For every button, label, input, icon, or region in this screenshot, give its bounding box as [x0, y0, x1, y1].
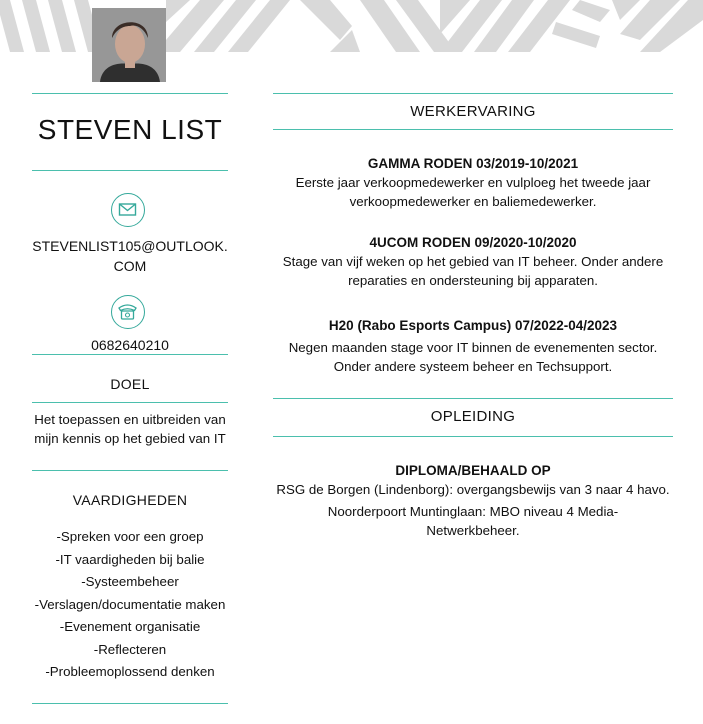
phone-number[interactable]: 0682640210	[91, 337, 169, 353]
skill-item: -Probleemoplossend denken	[45, 664, 215, 679]
email-address[interactable]	[28, 236, 232, 276]
divider	[273, 436, 673, 437]
divider	[32, 170, 228, 171]
divider	[32, 402, 228, 403]
skill-item: -IT vaardigheden bij balie	[55, 551, 205, 567]
job-description-line: reparaties en ondersteuning bij apparaten.	[348, 273, 598, 288]
doel-text	[28, 411, 232, 448]
education-line: Noorderpoort Muntinglaan: MBO niveau 4 Media-	[327, 504, 619, 519]
job-title: 4UCOM RODEN 09/2020-10/2020	[369, 235, 577, 250]
skill-item: -Spreken voor een groep	[56, 529, 204, 544]
job-entry	[273, 233, 673, 290]
envelope-icon	[111, 193, 145, 227]
skill-item: -Reflecteren	[93, 641, 167, 657]
divider	[32, 703, 228, 704]
person-name: STEVEN LIST	[37, 114, 223, 145]
education-title: DIPLOMA/BEHAALD OP	[395, 463, 551, 478]
job-description-line: Eerste jaar verkoopmedewerker en vulploeg het tweede jaar	[295, 175, 651, 190]
divider	[32, 354, 228, 355]
job-description-line: Negen maanden stage voor IT binnen de evenementen sector.	[288, 340, 658, 355]
skill-item: -Systeembeheer	[81, 574, 179, 589]
job-entry	[273, 316, 673, 376]
job-title: H20 (Rabo Esports Campus) 07/2022-04/2023	[328, 318, 618, 333]
job-description-line: Stage van vijf weken op het gebied van IT beheer. Onder andere	[282, 254, 664, 269]
werkervaring-heading: WERKERVARING	[410, 103, 536, 120]
email-line-1: STEVENLIST105@OUTLOOK.	[32, 238, 228, 254]
job-entry	[273, 154, 673, 211]
doel-text-line-2: mijn kennis op het gebied van IT	[34, 430, 226, 446]
skills-list	[28, 526, 232, 684]
vaardigheden-heading: VAARDIGHEDEN	[72, 492, 188, 508]
education-line: RSG de Borgen (Lindenborg): overgangsbewijs van 3 naar 4 havo.	[276, 482, 670, 497]
divider	[32, 93, 228, 94]
telephone-icon	[111, 295, 145, 329]
divider	[273, 93, 673, 94]
job-title: GAMMA RODEN 03/2019-10/2021	[367, 156, 579, 171]
skill-item: -Verslagen/documentatie maken	[34, 596, 226, 612]
doel-text-line-1: Het toepassen en uitbreiden van	[34, 412, 226, 427]
doel-heading: DOEL	[110, 376, 150, 392]
profile-photo	[92, 8, 166, 82]
divider	[273, 129, 673, 130]
skill-item: -Evenement organisatie	[59, 619, 201, 634]
education-line: Netwerkbeheer.	[426, 523, 520, 538]
email-line-2: COM	[113, 258, 147, 274]
job-description-line: Onder andere systeem beheer en Techsupport.	[333, 359, 613, 374]
education-entry	[273, 461, 673, 540]
opleiding-heading: OPLEIDING	[430, 408, 516, 425]
divider	[273, 398, 673, 399]
divider	[32, 470, 228, 471]
job-description-line: verkoopmedewerker en baliemedewerker.	[349, 194, 597, 209]
